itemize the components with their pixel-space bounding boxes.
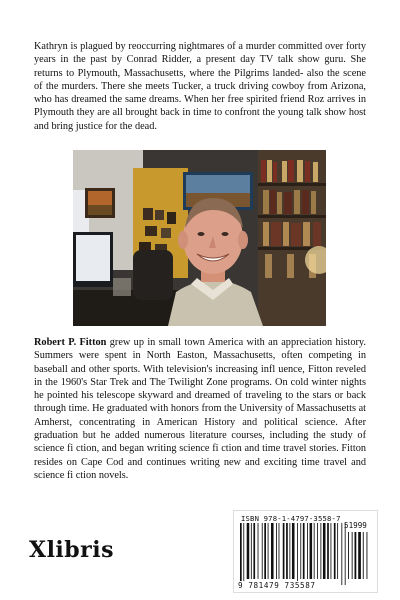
synopsis-paragraph: Kathryn is plagued by reoccurring nightmares of a murder committed over forty years in the past by Conrad Ridder, a present day TV talk show guru. She returns to Plymouth, Massachusetts, where the Pilgrims landed- also the scene of the murders. There she meets Tucker, a truck driving cowboy from Arizona, who has dreamed the same dreams. When her free spirited friend Roz arrives in Plymouth they are all brought back in time to confront the young talk show host and bring justice for the dead.	[34, 41, 366, 132]
author-bio-text: grew up in small town America with an appreciation history. Summers were spent in North Easton, Massachusetts, often competing in baseball and other sports. With television's increasing infl uence, Fitton reveled in the 1960's Star Trek and The Twilight Zone programs. On cold winter nights he pointed his telescope skyward and dreamed of traveling to the stars or back through time. He graduated with honors from the University of Massachusetts at Amherst, concentrating in American History and political science. After graduation but he added numerous literature courses, including the study of science fi ction, and began writing science fi ction and time travel stories. Fitton resides on Cape Cod and continues writing new and exciting time travel and science fi ction novels.	[34, 337, 366, 481]
author-photo-image	[73, 150, 326, 326]
price-code: 51999	[344, 521, 367, 530]
author-bio-paragraph	[34, 336, 366, 482]
barcode-bars	[238, 523, 374, 585]
publisher-logo: Xlibris	[29, 537, 115, 563]
isbn-barcode	[233, 510, 378, 593]
author-photo	[73, 150, 326, 326]
author-name: Robert P. Fitton	[34, 337, 107, 348]
ean-number: 9 781479 735587	[238, 581, 316, 590]
isbn-number: ISBN 978-1-4797-3558-7	[241, 514, 341, 523]
